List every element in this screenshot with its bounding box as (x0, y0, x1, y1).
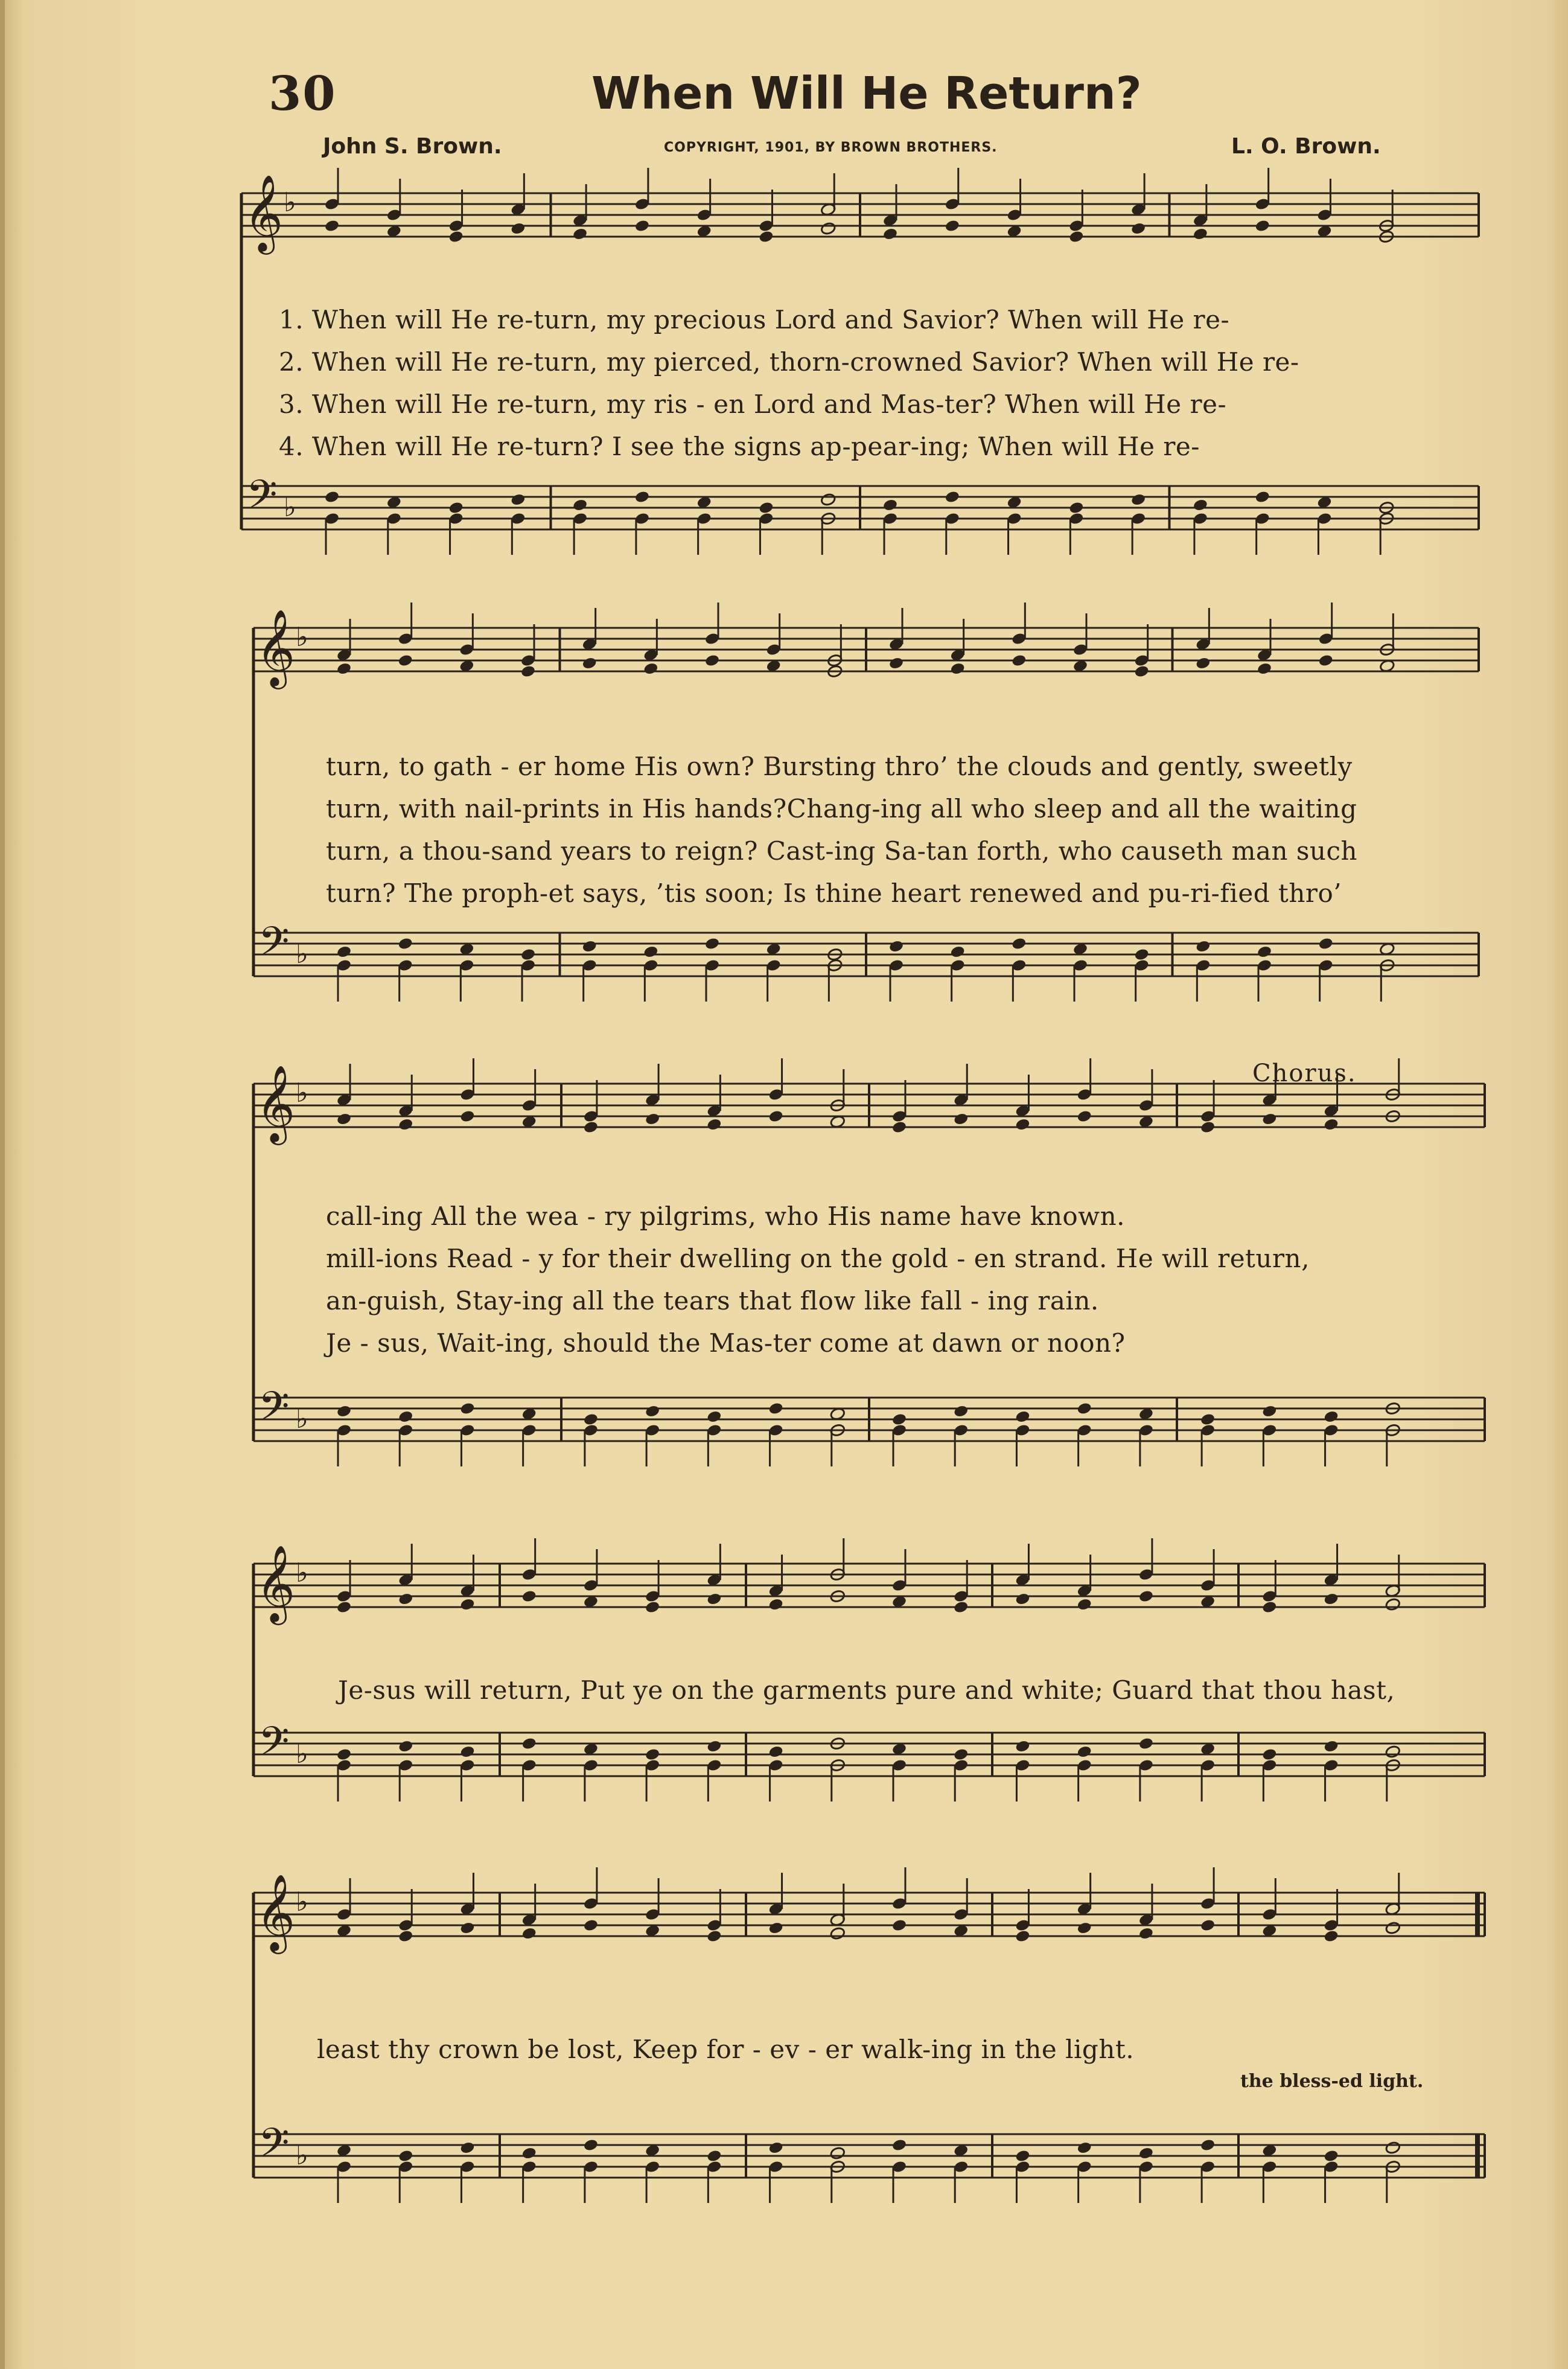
note-head (1261, 1112, 1277, 1126)
verse-line-2: mill-ions Read - y for their dwelling on the gold - en strand. He will return, (326, 1244, 1310, 1273)
note-head (1385, 1597, 1401, 1611)
note-head (1077, 1597, 1092, 1611)
note-head (1193, 227, 1208, 241)
note-head (1261, 1748, 1277, 1762)
note-head (583, 1413, 599, 1427)
copyright-notice: COPYRIGHT, 1901, BY BROWN BROTHERS. (664, 140, 998, 155)
note-head (1077, 1402, 1092, 1416)
verse-line-4: Je - sus, Wait-ing, should the Mas-ter come at dawn or noon? (326, 1328, 1126, 1358)
note-head (510, 222, 526, 235)
note-head (521, 2146, 537, 2160)
note-head (1200, 1121, 1216, 1134)
note-head (950, 945, 966, 959)
staff-lines (241, 193, 1485, 2178)
note-head (572, 498, 588, 512)
note-head (820, 493, 836, 507)
note-head (945, 219, 960, 233)
note-head (1195, 939, 1211, 953)
note-head (1138, 1926, 1154, 1940)
verse-line-1: 1. When will He re-turn, my precious Lord and Savior? When will He re- (279, 305, 1230, 334)
note-head (1015, 1739, 1030, 1753)
note-head (634, 490, 650, 504)
note-head (1138, 1590, 1154, 1603)
note-head (706, 1410, 722, 1424)
note-head (1015, 1592, 1030, 1606)
verse-line-3: 3. When will He re-turn, my ris - en Lord and Mas-ter? When will He re- (279, 389, 1227, 419)
note-head (582, 656, 598, 670)
note-head (1261, 1404, 1277, 1418)
note-head (398, 1117, 413, 1131)
note-head (1255, 219, 1270, 233)
note-head (459, 2141, 475, 2155)
clef-glyph: 𝄞 (256, 1064, 296, 1142)
note-head (1257, 945, 1272, 959)
note-head (398, 1592, 413, 1606)
note-head (645, 1600, 660, 1614)
note-head (448, 501, 464, 515)
note-head (882, 498, 898, 512)
alt-lyric-label: the bless-ed light. (1240, 2071, 1424, 2092)
note-head (1323, 1592, 1339, 1606)
note-head (1077, 1921, 1092, 1935)
note-head (521, 1590, 537, 1603)
note-head (1318, 937, 1334, 951)
note-head (704, 654, 720, 668)
lyricist-credit: John S. Brown. (323, 134, 502, 159)
note-head (706, 1739, 722, 1753)
note-head (336, 1600, 352, 1614)
clef-glyph: 𝄢 (258, 1718, 290, 1774)
note-head (1323, 1410, 1339, 1424)
note-head (1077, 2141, 1092, 2155)
clef-glyph: ♭ (296, 2140, 308, 2171)
note-head (1261, 1600, 1277, 1614)
note-head (704, 937, 720, 951)
note-head (324, 219, 340, 233)
note-head (634, 219, 650, 233)
note-head (336, 662, 352, 676)
note-head (891, 1919, 907, 1933)
note-head (706, 1117, 722, 1131)
note-head (758, 230, 774, 244)
note-head (768, 1402, 783, 1416)
note-head (953, 1404, 969, 1418)
note-head (888, 656, 904, 670)
clef-glyph: ♭ (296, 1887, 308, 1917)
verse-line-2: turn, with nail-prints in His hands?Chang-ing all who sleep and all the waiting (326, 794, 1357, 823)
note-head (830, 1926, 846, 1940)
note-head (1323, 2149, 1339, 2163)
note-head (1015, 1929, 1030, 1943)
note-head (1385, 2141, 1401, 2155)
clef-glyph: ♭ (296, 622, 308, 653)
clef-glyph: ♭ (296, 1404, 308, 1434)
note-head (706, 1592, 722, 1606)
note-head (768, 1597, 783, 1611)
note-head (1195, 656, 1211, 670)
note-head (583, 1919, 599, 1933)
note-head (459, 1402, 475, 1416)
note-head (643, 945, 658, 959)
note-head (1323, 1739, 1339, 1753)
note-head (448, 230, 464, 244)
clef-glyph: ♭ (284, 187, 296, 218)
note-head (888, 939, 904, 953)
clef-glyph: 𝄞 (256, 609, 296, 686)
note-head (1385, 1745, 1401, 1759)
note-head (459, 1110, 475, 1124)
note-head (645, 1404, 660, 1418)
clef-glyph: 𝄢 (258, 1383, 290, 1439)
clef-glyph: ♭ (296, 1739, 308, 1770)
note-head (336, 945, 352, 959)
note-head (891, 1413, 907, 1427)
note-head (583, 2138, 599, 2152)
clef-glyph: 𝄞 (256, 1873, 296, 1951)
verse-line-2: 2. When will He re-turn, my pierced, thorn-crowned Savior? When will He re- (279, 347, 1299, 377)
note-head (706, 1929, 722, 1943)
note-head (768, 1110, 783, 1124)
note-head (398, 1739, 413, 1753)
composer-credit: L. O. Brown. (1231, 134, 1381, 159)
clef-glyph: 𝄢 (258, 2120, 290, 2176)
clef-glyph: ♭ (296, 1558, 308, 1588)
note-head (459, 1745, 475, 1759)
verse-line-1: turn, to gath - er home His own? Bursting thro’ the clouds and gently, sweetly (326, 752, 1353, 781)
clef-glyph: ♭ (284, 492, 296, 523)
note-head (459, 1921, 475, 1935)
note-head (398, 2149, 413, 2163)
note-head (1134, 948, 1150, 962)
note-head (336, 1404, 352, 1418)
note-head (572, 227, 588, 241)
clef-glyph: 𝄞 (244, 174, 284, 251)
note-head (520, 948, 536, 962)
note-head (945, 490, 960, 504)
note-head (1068, 501, 1084, 515)
verse-line-4: turn? The proph-et says, ’tis soon; Is thine heart renewed and pu-ri-fied thro’ (326, 878, 1342, 908)
note-head (1200, 1413, 1216, 1427)
note-head (953, 1600, 969, 1614)
note-head (398, 1929, 413, 1943)
note-head (1015, 1410, 1030, 1424)
note-head (758, 501, 774, 515)
verse-line-3: turn, a thou-sand years to reign? Cast-ing Sa-tan forth, who causeth man such (326, 836, 1358, 866)
note-head (1255, 490, 1270, 504)
note-head (582, 939, 598, 953)
chorus-line-1: Je-sus will return, Put ye on the garments pure and white; Guard that thou hast, (338, 1675, 1395, 1705)
verse-line-4: 4. When will He re-turn? I see the signs ap-pear-ing; When will He re- (279, 432, 1200, 461)
note-head (1323, 1117, 1339, 1131)
note-head (521, 1926, 537, 1940)
note-head (1134, 665, 1150, 679)
note-head (1138, 1737, 1154, 1751)
clef-glyph: 𝄢 (246, 472, 278, 528)
note-head (1257, 662, 1272, 676)
clef-glyph: ♭ (296, 939, 308, 970)
note-head (459, 1597, 475, 1611)
note-head (645, 1112, 660, 1126)
note-heads (324, 197, 1401, 2174)
note-head (1200, 2138, 1216, 2152)
note-head (324, 490, 340, 504)
chorus-label: Chorus. (1252, 1060, 1357, 1087)
bar-lines (241, 168, 1485, 2203)
note-head (1130, 493, 1146, 507)
note-head (520, 665, 536, 679)
note-head (336, 1112, 352, 1126)
note-head (768, 2141, 783, 2155)
note-head (950, 662, 966, 676)
clef-glyph: 𝄢 (258, 918, 290, 974)
note-head (336, 1748, 352, 1762)
verse-line-1: call-ing All the wea - ry pilgrims, who His name have known. (326, 1201, 1126, 1231)
note-head (643, 662, 658, 676)
note-head (1077, 1110, 1092, 1124)
note-head (1385, 1921, 1401, 1935)
note-head (645, 1748, 660, 1762)
note-head (1318, 654, 1334, 668)
note-head (1077, 1745, 1092, 1759)
note-head (1068, 230, 1084, 244)
note-head (583, 1121, 599, 1134)
note-head (521, 1737, 537, 1751)
note-head (1011, 654, 1027, 668)
note-head (398, 937, 413, 951)
note-head (1193, 498, 1208, 512)
note-head (953, 1112, 969, 1126)
note-head (830, 2146, 846, 2160)
page-number: 30 (269, 66, 337, 121)
note-head (1200, 1919, 1216, 1933)
note-head (891, 1121, 907, 1134)
note-head (891, 2138, 907, 2152)
note-head (1015, 2149, 1030, 2163)
note-head (706, 2149, 722, 2163)
hymn-title: When Will He Return? (591, 68, 1142, 120)
note-head (1138, 2146, 1154, 2160)
note-head (953, 1748, 969, 1762)
verse-line-3: an-guish, Stay-ing all the tears that flow like fall - ing rain. (326, 1286, 1099, 1316)
note-head (1011, 937, 1027, 951)
note-head (768, 1745, 783, 1759)
note-head (1015, 1117, 1030, 1131)
clef-glyph: ♭ (296, 1078, 308, 1108)
note-head (398, 654, 413, 668)
chorus-line-2: least thy crown be lost, Keep for - ev - er walk-ing in the light. (317, 2035, 1135, 2064)
note-head (398, 1410, 413, 1424)
note-head (1130, 222, 1146, 235)
note-head (768, 1921, 783, 1935)
note-head (1323, 1929, 1339, 1943)
note-head (820, 222, 836, 235)
clef-glyph: 𝄞 (256, 1544, 296, 1622)
note-head (510, 493, 526, 507)
note-head (882, 227, 898, 241)
